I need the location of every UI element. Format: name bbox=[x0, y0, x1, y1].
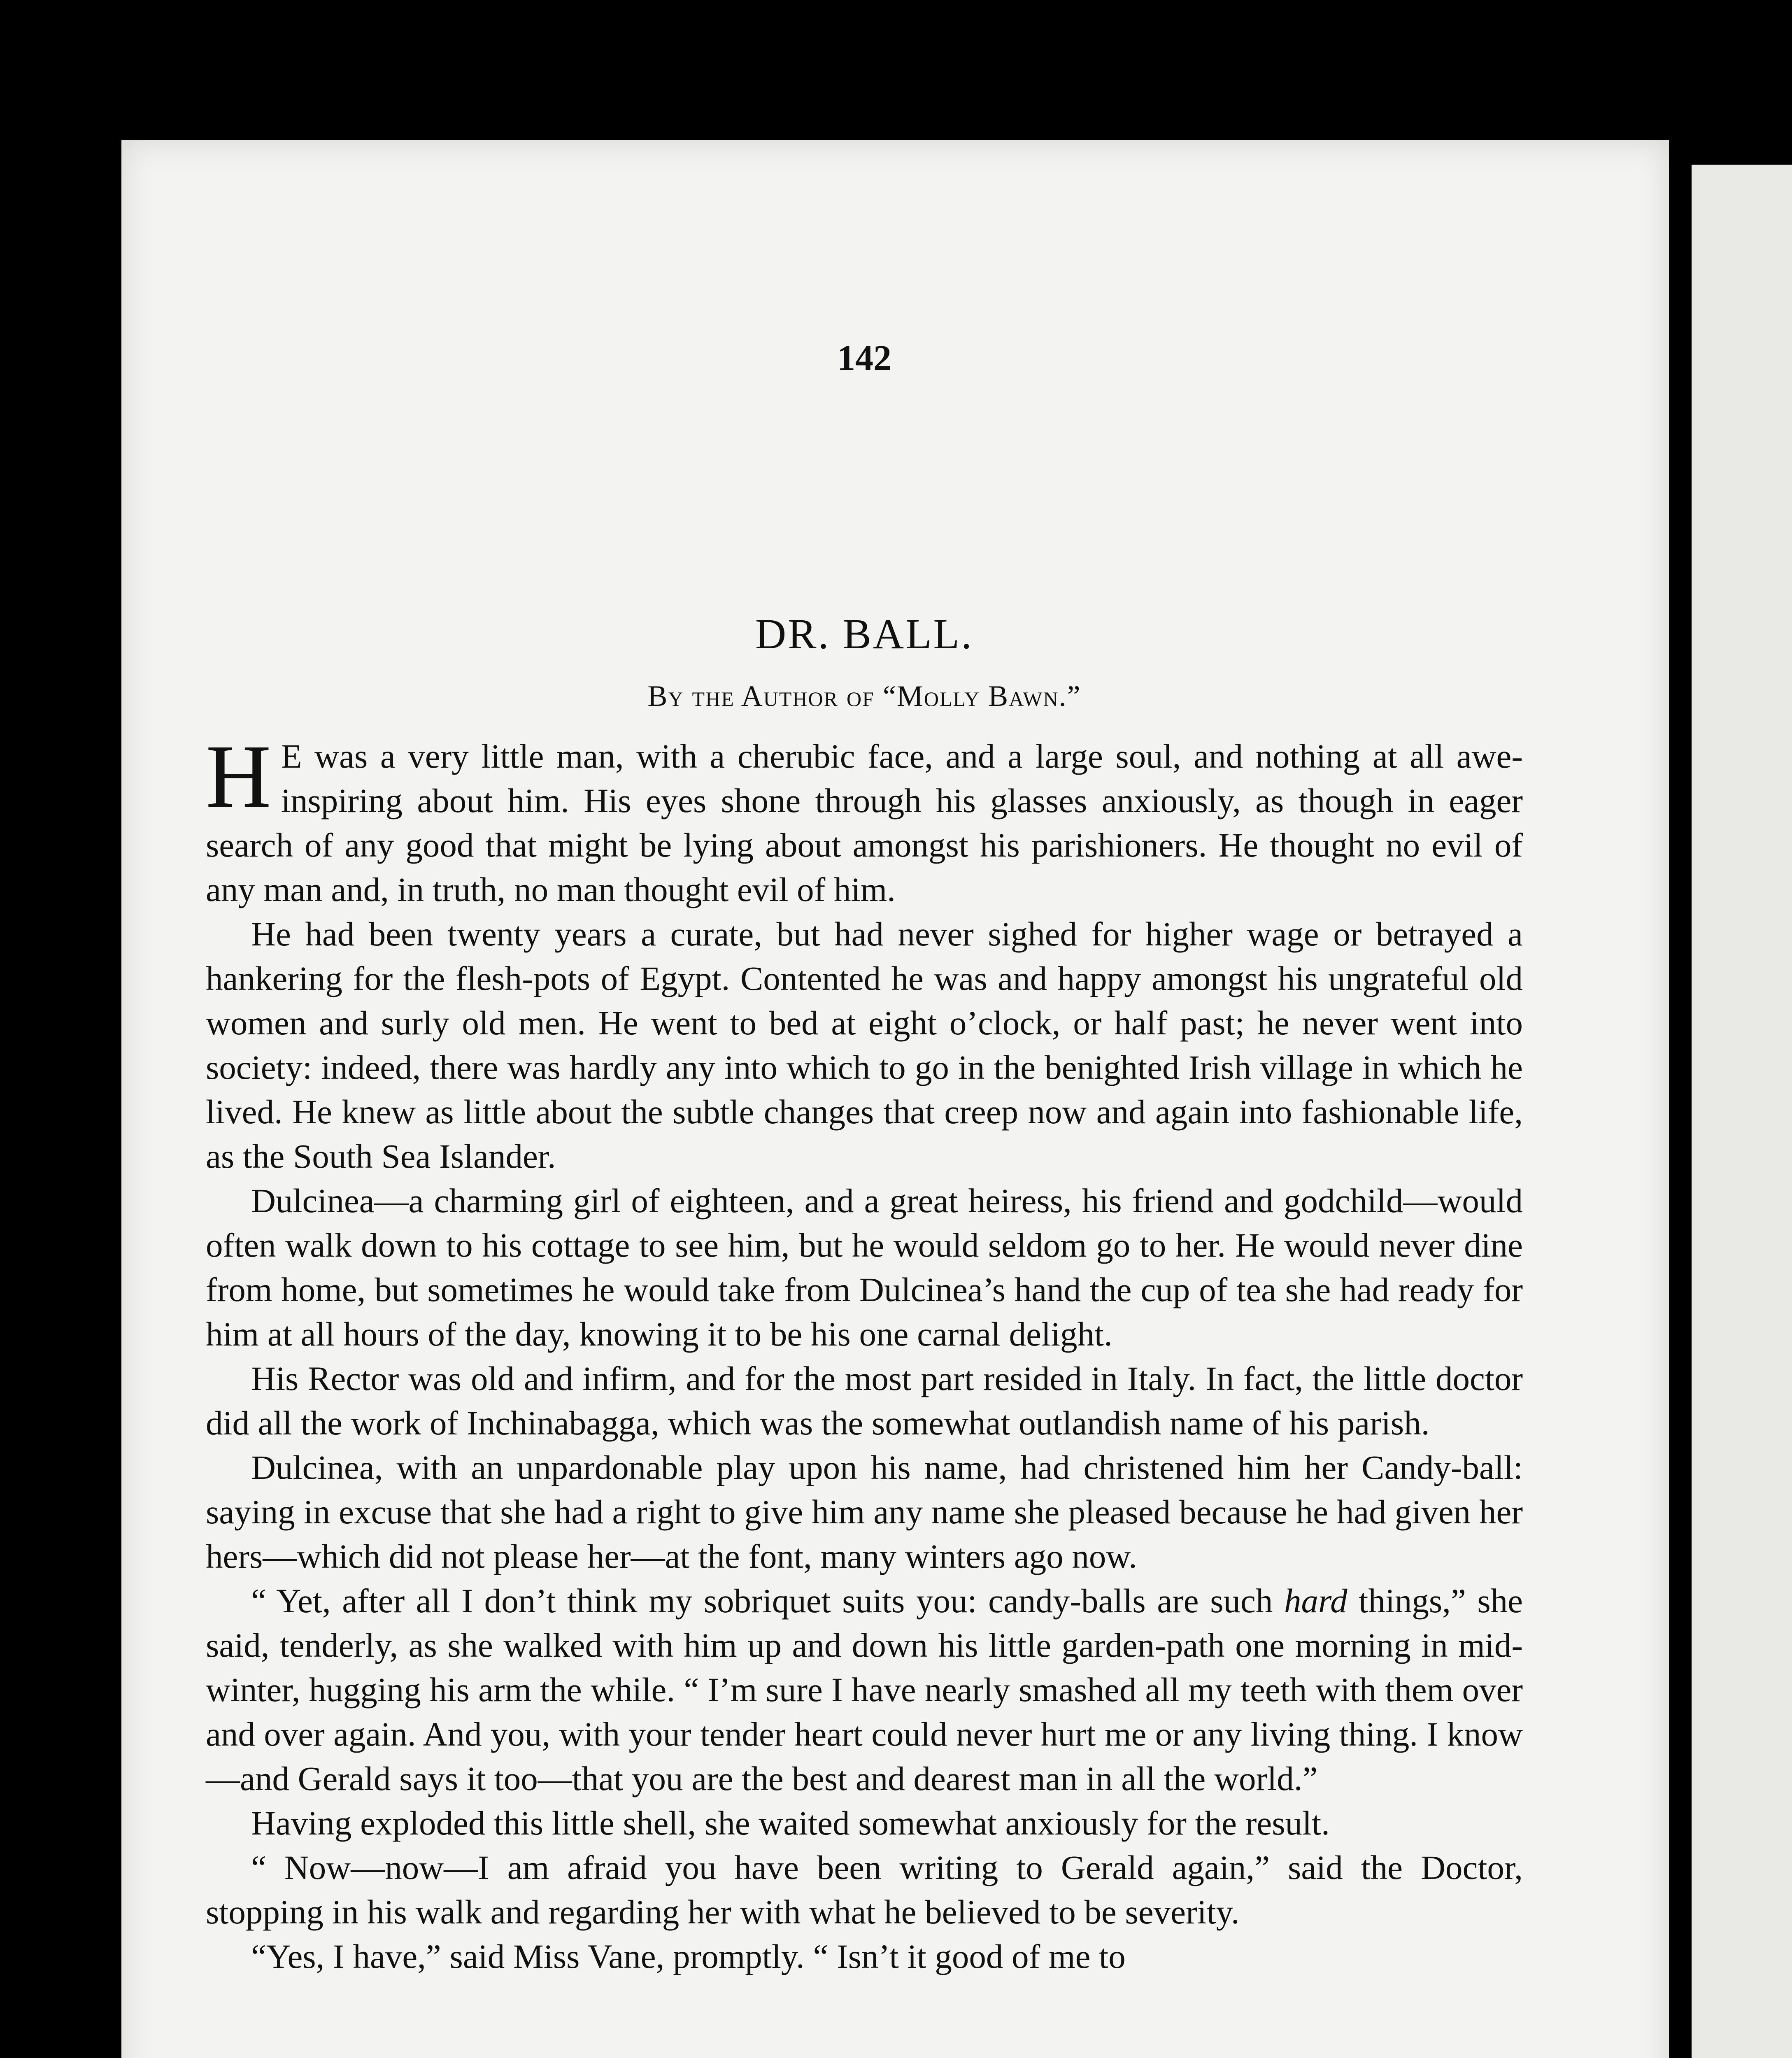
paragraph-1-text: E was a very little man, with a cherubic face, and a large soul, and nothing at all awe-inspiring about him. His eyes shone through his glasses anxiously, as though in eager search of any good that might be lying about amongst his parishioners. He thought no evil of any man and, in truth, no man thought evil of him. bbox=[206, 737, 1523, 908]
paragraph-5: Dulcinea, with an unpardonable play upon his name, had christened him her Candy-ball: saying in excuse that she had a right to give him any name she pleased because he had given her hers—which did not please her—at the font, many winters ago now. bbox=[206, 1448, 1523, 1575]
paragraph-2: He had been twenty years a curate, but had never sighed for higher wage or betrayed a hankering for the flesh-pots of Egypt. Contented he was and happy amongst his ungrateful old women and surly old men. He went to bed at eight o’clock, or half past; he never went into society: indeed, there was hardly any into which to go in the benighted Irish village in which he lived. He knew as little about the subtle changes that creep now and again into fashionable life, as the South Sea Islander. bbox=[206, 915, 1523, 1175]
paragraph-6 bbox=[206, 1578, 1523, 1801]
story-byline: By the Author of “Molly Bawn.” bbox=[647, 680, 1081, 712]
adjacent-page-edge bbox=[1692, 165, 1792, 2058]
paragraph-4: His Rector was old and infirm, and for the most part resided in Italy. In fact, the little doctor did all the work of Inchinabagga, which was the somewhat outlandish name of his parish. bbox=[206, 1360, 1523, 1442]
drop-cap: H bbox=[206, 726, 271, 826]
paragraph-7: Having exploded this little shell, she waited somewhat anxiously for the result. bbox=[251, 1804, 1330, 1842]
paragraph-1 bbox=[206, 726, 1523, 912]
page-number: 142 bbox=[837, 338, 891, 378]
paragraph-6-italic: hard bbox=[1284, 1582, 1347, 1620]
paragraph-8: “ Now—now—I am afraid you have been writing to Gerald again,” said the Doctor, stopping in his walk and regarding her with what he believed to be severity. bbox=[206, 1848, 1523, 1931]
paragraph-6-before: “ Yet, after all I don’t think my sobriquet suits you: candy-balls are such bbox=[251, 1582, 1284, 1620]
paragraph-6-after: things,” she said, tenderly, as she walked with him up and down his little garden-path one morning in mid-winter, hugging his arm the while. “ I’m sure I have nearly smashed all my teeth with them over and over again. And you, with your tender heart could never hurt me or any living thing. I know—and Gerald says it too—that you are the best and dearest man in all the world.” bbox=[206, 1582, 1523, 1797]
paragraph-9: “Yes, I have,” said Miss Vane, promptly. “ Isn’t it good of me to bbox=[251, 1937, 1126, 1975]
paragraph-3: Dulcinea—a charming girl of eighteen, and a great heiress, his friend and godchild—would often walk down to his cottage to see him, but he would seldom go to her. He would never dine from home, but sometimes he would take from Dulcinea’s hand the cup of tea she had ready for him at all hours of the day, knowing it to be his one carnal delight. bbox=[206, 1182, 1523, 1353]
story-title: DR. BALL. bbox=[755, 610, 973, 658]
page-content bbox=[206, 338, 1523, 1979]
